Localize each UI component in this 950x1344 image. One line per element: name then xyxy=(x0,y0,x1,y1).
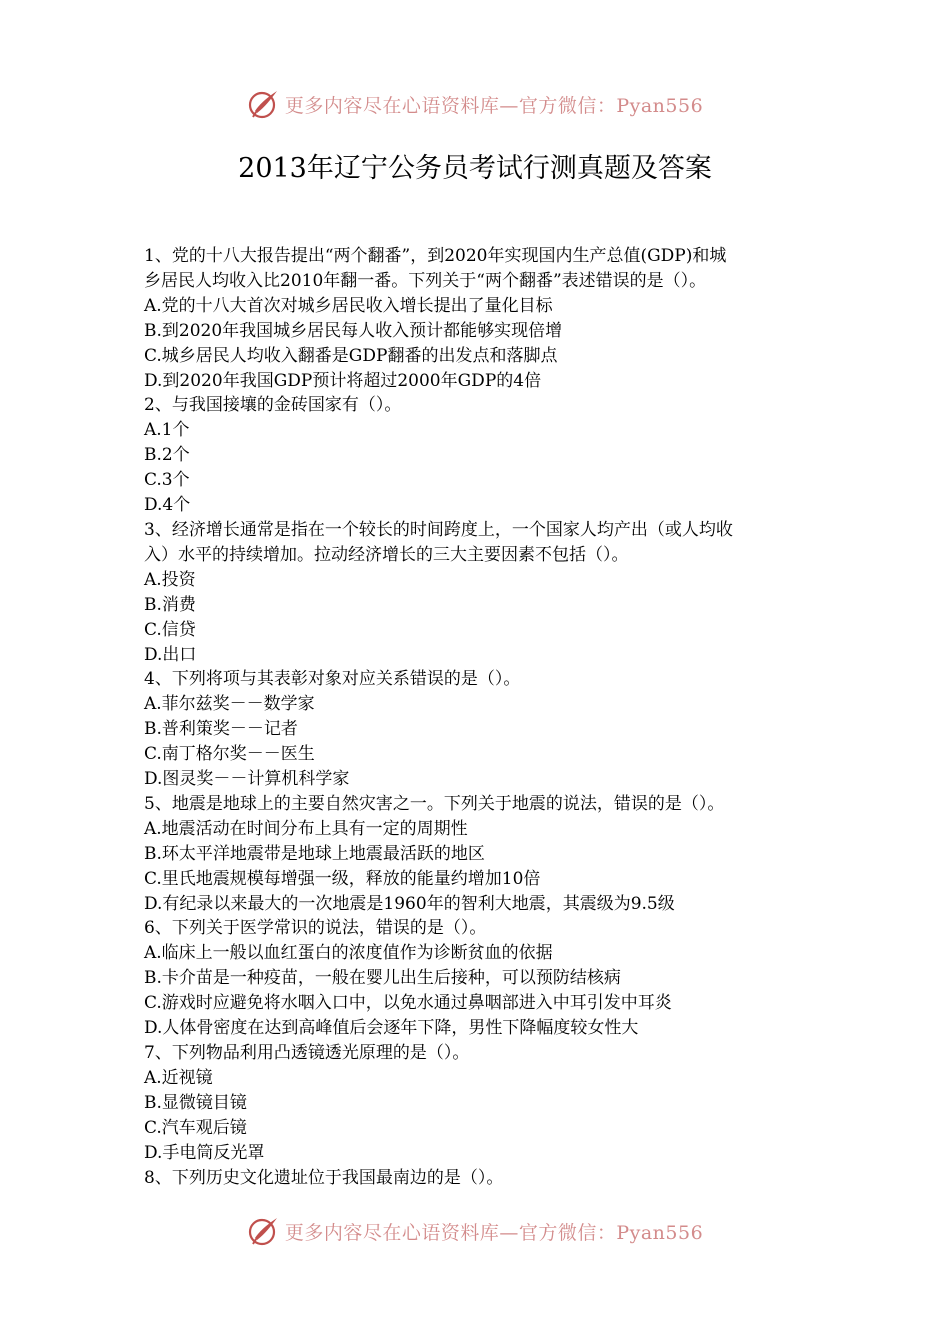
text-line: 8、下列历史文化遗址位于我国最南边的是（）。 xyxy=(144,1167,504,1188)
pen-logo-icon xyxy=(247,1214,281,1248)
text-line: 7、下列物品利用凸透镜透光原理的是（）。 xyxy=(144,1043,470,1063)
text-line: D.到2020年我国GDP预计将超过2000年GDP的4倍 xyxy=(144,370,542,391)
text-line: B.显微镜目镜 xyxy=(144,1092,247,1113)
text-line: A.菲尔兹奖－－数学家 xyxy=(144,694,315,715)
text-line: 5、地震是地球上的主要自然灾害之一。下列关于地震的说法，错误的是（）。 xyxy=(144,793,725,814)
text-line: B.消费 xyxy=(144,594,196,615)
text-line: C.里氏地震规模每增强一级，释放的能量约增加10倍 xyxy=(144,868,541,889)
text-line: 1、党的十八大报告提出“两个翻番”，到2020年实现国内生产总值(GDP)和城 xyxy=(144,246,727,266)
question-list xyxy=(144,244,814,1190)
text-line: 乡居民人均收入比2010年翻一番。下列关于“两个翻番”表述错误的是（）。 xyxy=(144,270,707,291)
header-watermark xyxy=(0,84,950,124)
text-line: D.出口 xyxy=(144,644,197,665)
text-line: 3、经济增长通常是指在一个较长的时间跨度上，一个国家人均产出（或人均收 xyxy=(144,519,733,540)
text-line: B.卡介苗是一种疫苗，一般在婴儿出生后接种，可以预防结核病 xyxy=(144,968,621,989)
text-line: B.环太平洋地震带是地球上地震最活跃的地区 xyxy=(144,843,485,864)
text-line: C.汽车观后镜 xyxy=(144,1117,247,1138)
text-line: C.信贷 xyxy=(144,619,196,640)
text-line: D.人体骨密度在达到高峰值后会逐年下降，男性下降幅度较女性大 xyxy=(144,1018,639,1039)
document-title: 2013年辽宁公务员考试行测真题及答案 xyxy=(238,153,712,184)
text-line: 入）水平的持续增加。拉动经济增长的三大主要因素不包括（）。 xyxy=(144,544,629,565)
text-line: D.手电筒反光罩 xyxy=(144,1142,265,1163)
text-line: D.图灵奖－－计算机科学家 xyxy=(144,769,350,790)
text-line: C.3个 xyxy=(144,470,190,491)
text-line: D.有纪录以来最大的一次地震是1960年的智利大地震，其震级为9.5级 xyxy=(144,893,675,914)
text-line: 2、与我国接壤的金砖国家有（）。 xyxy=(144,395,402,416)
text-line: D.4个 xyxy=(144,495,191,516)
text-line: 4、下列将项与其表彰对象对应关系错误的是（）。 xyxy=(144,669,521,690)
text-line: A.临床上一般以血红蛋白的浓度值作为诊断贫血的依据 xyxy=(144,943,553,964)
text-line: C.城乡居民人均收入翻番是GDP翻番的出发点和落脚点 xyxy=(144,345,558,366)
text-line: A.党的十八大首次对城乡居民收入增长提出了量化目标 xyxy=(144,295,553,316)
text-line: 6、下列关于医学常识的说法，错误的是（）。 xyxy=(144,918,487,939)
text-line: B.到2020年我国城乡居民每人收入预计都能够实现倍增 xyxy=(144,320,563,341)
text-line: B.2个 xyxy=(144,445,190,466)
text-line: A.投资 xyxy=(144,569,196,590)
pen-logo-icon xyxy=(247,87,281,121)
watermark-text: 更多内容尽在心语资料库—官方微信：Pyan556 xyxy=(284,1221,704,1244)
text-line: C.游戏时应避免将水咽入口中，以免水通过鼻咽部进入中耳引发中耳炎 xyxy=(144,993,672,1014)
text-line: B.普利策奖－－记者 xyxy=(144,719,298,740)
text-line: A.1个 xyxy=(144,420,190,441)
footer-watermark xyxy=(0,1211,950,1251)
text-line: A.近视镜 xyxy=(144,1067,213,1088)
text-line: C.南丁格尔奖－－医生 xyxy=(144,744,315,765)
watermark-text: 更多内容尽在心语资料库—官方微信：Pyan556 xyxy=(284,94,704,117)
text-line: A.地震活动在时间分布上具有一定的周期性 xyxy=(144,818,468,839)
